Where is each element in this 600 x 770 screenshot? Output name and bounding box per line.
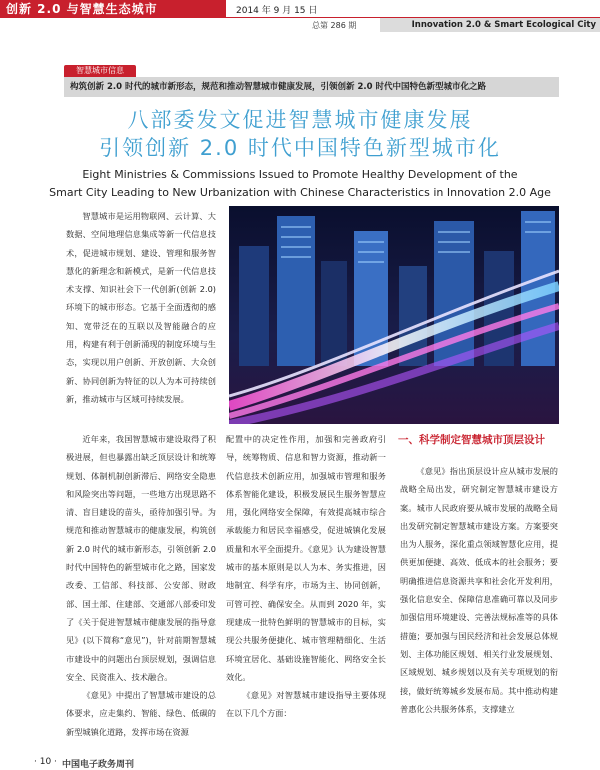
body-column-2 <box>226 430 386 752</box>
title-cn-line-1: 八部委发文促进智慧城市健康发展 <box>127 108 473 132</box>
issue-date: 2014 年 9 月 15 日 <box>236 6 318 16</box>
section-heading: 一、科学制定智慧城市顶层设计 <box>398 434 545 446</box>
paragraph: 智慧城市是运用物联网、云计算、大数据、空间地理信息集成等新一代信息技术，促进城市规划、建设、管理和服务智慧化的新理念和新模式，是新一代信息技术支撑、知识社会下一代创新(创新 2.0)环境下的城市形态。它基于全面透彻的感知、宽带泛在的互联以及智能融合的应用，构建有利于创新涌现的制度环境与生态，实现以用户创新、开放创新、大众创新、协同创新为特征的以人为本可持续创新，推动城市与区域可持续发展。 <box>66 211 216 404</box>
publication-name: 中国电子政务周刊 <box>62 760 135 770</box>
city-night-photo <box>229 206 559 424</box>
article-summary: 构筑创新 2.0 时代的城市新形态，规范和推动智慧城市健康发展，引领创新 2.0 时代中国特色新型城市化之路 <box>64 77 559 97</box>
title-en-line-1: Eight Ministries & Commissions Issued to Promote Healthy Development of the <box>82 168 518 181</box>
paragraph: 《意见》对智慧城市建设指导主要体现在以下几个方面： <box>226 690 386 719</box>
paragraph: 配置中的决定性作用，加强和完善政府引导，统筹物质、信息和智力资源，推动新一代信息技术创新应用，加强城市管理和服务体系智能化建设，积极发展民生服务智慧应用，强化网络安全保障，有效提高城市综合承载能力和居民幸福感受，促进城镇化发展质量和水平全面提升。《意见》认为建设智慧城市的基本原则是以人为本、务实推进，因地制宜、科学有序，市场为主、协同创新，可管可控、确保安全。从而到 2020 年，实现建成一批特色鲜明的智慧城市的目标，实现公共服务便捷化、城市管理精细化、生活环境宜居化、基础设施智能化、网络安全长效化。 <box>226 434 386 682</box>
body-column-1-bottom <box>66 430 216 760</box>
category-tag: 智慧城市信息 <box>64 65 136 77</box>
paragraph: 《意见》指出顶层设计应从城市发展的战略全局出发，研究制定智慧城市建设方案。城市人民政府要从城市发展的战略全局出发研究制定智慧城市建设方案。方案要突出为人服务，深化重点领域智慧化应用，提供更加便捷、高效、低成本的社会服务；要明确推进信息资源共享和社会化开发利用，强化信息安全、保障信息准确可靠以及同步加强信用环境建设、完善法规标准等的具体措施；要加强与国民经济和社会发展总体规划、主体功能区规划、相关行业发展规划、区域规划、城乡规划以及有关专项规划的衔接，做好统筹城乡发展布局。其中推动构建普惠化公共服务体系，支撑建立 <box>400 466 558 714</box>
body-column-1-top <box>66 207 216 425</box>
section-banner-en: Innovation 2.0 & Smart Ecological City <box>380 18 600 32</box>
city-night-illustration <box>229 206 559 424</box>
title-cn-line-2: 引领创新 2.0 时代中国特色新型城市化 <box>99 136 501 160</box>
body-column-3 <box>400 462 558 760</box>
paragraph: 《意见》中提出了智慧城市建设的总体要求，应走集约、智能、绿色、低碳的新型城镇化道路，发挥市场在资源 <box>66 690 216 737</box>
paragraph: 近年来，我国智慧城市建设取得了积极进展，但也暴露出缺乏顶层设计和统筹规划、体制机制创新滞后、网络安全隐患和风险突出等问题，一些地方出现思路不清、盲目建设的苗头，亟待加强引导。为规范和推动智慧城市的健康发展，构筑创新 2.0 时代的城市新形态，引领创新 2.0 时代中国特色的新型城市化之路，国家发改委、工信部、科技部、公安部、财政部、国土部、住建部、交通部八部委印发了《关于促进智慧城市健康发展的指导意见》(以下简称“意见”)，针对前期智慧城市建设中的问题出台顶层规划，强调信息安全、民资准入、技术融合。 <box>66 434 216 682</box>
section-banner: 创新 2.0 与智慧生态城市 <box>0 0 226 18</box>
issue-number: 总第 286 期 <box>312 21 357 30</box>
title-en-line-2: Smart City Leading to New Urbanization with Chinese Characteristics in Innovation 2.0 Age <box>49 186 551 199</box>
page-number: · 10 · <box>34 757 57 767</box>
